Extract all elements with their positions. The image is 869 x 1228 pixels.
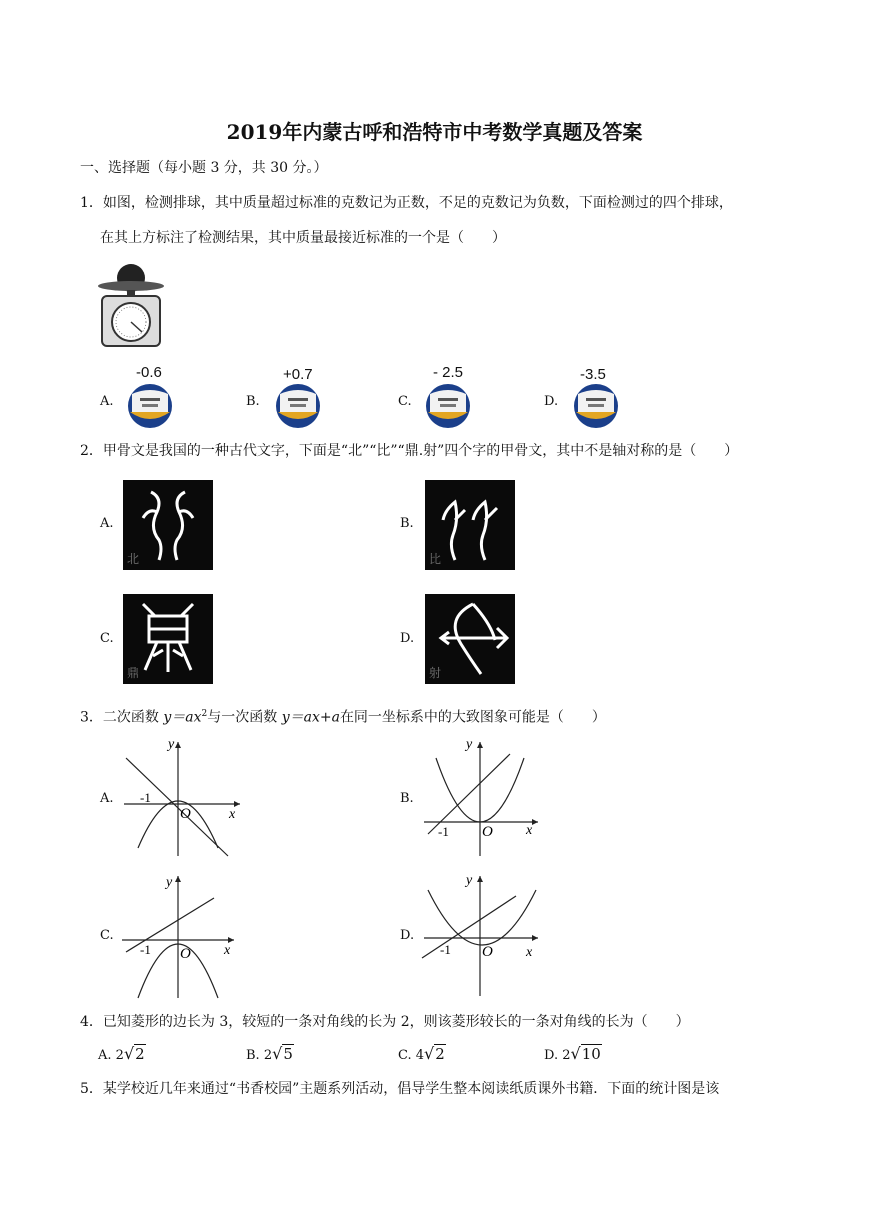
q3-formula-quadratic: y＝ax (163, 709, 202, 726)
q1-option-b-value: +0.7 (283, 366, 313, 383)
volleyball-b (270, 382, 326, 430)
q4-option-a (98, 1044, 146, 1063)
sqrt-icon: √ (123, 1044, 135, 1063)
q2-text: 2．甲骨文是我国的一种古代文字，下面是“北”“比”“鼎.射”四个字的甲骨文，其中不是轴对称的是（ ） (80, 443, 739, 459)
graph-a-neg1: -1 (140, 790, 151, 805)
q2-option-a-label: A. (100, 516, 114, 531)
q4-option-a-label: A. (98, 1048, 112, 1063)
scale-illustration (96, 262, 166, 350)
oracle-she-char: 射 (429, 666, 442, 680)
q4-option-c-label: C. (398, 1048, 412, 1063)
graph-c-neg1: -1 (140, 942, 151, 957)
q3-option-d-label: D. (400, 928, 415, 943)
volleyball-a (122, 382, 178, 430)
q1-option-a-value: -0.6 (136, 364, 162, 381)
q3-option-a-label: A. (100, 791, 114, 806)
oracle-she (425, 594, 515, 684)
oracle-ding-char: 鼎 (127, 666, 140, 680)
q3-option-c-label: C. (100, 928, 114, 943)
graph-d-origin: O (482, 944, 493, 960)
q1-option-d-label: D. (544, 394, 559, 409)
oracle-bi (425, 480, 515, 570)
q4-option-d-radicand: 10 (581, 1045, 601, 1063)
graph-c-y-label: y (166, 875, 173, 890)
q3-text-a: 3．二次函数 (80, 709, 164, 726)
sqrt-icon: √ (570, 1044, 581, 1063)
q1-option-c-value: - 2.5 (433, 364, 464, 381)
q4-option-c-coef: 4 (415, 1048, 425, 1063)
q1-option-c-label: C. (398, 394, 412, 409)
q4-option-b-label: B. (246, 1048, 260, 1063)
q4-option-d-coef: 2 (562, 1048, 571, 1063)
graph-c-x-label: x (224, 943, 231, 958)
graph-a-origin: O (180, 806, 191, 822)
graph-c (118, 870, 248, 1000)
q4-option-b (246, 1044, 294, 1063)
q3-text-c: 在同一坐标系中的大致图象可能是（ ） (339, 709, 606, 726)
graph-d (420, 870, 550, 1000)
graph-b-neg1: -1 (438, 824, 449, 839)
graph-a-y-label: y (168, 737, 175, 752)
volleyball-c (420, 382, 476, 430)
q1-option-b-label: B. (246, 394, 260, 409)
q4-option-d (544, 1044, 602, 1063)
graph-b (420, 736, 550, 860)
sqrt-icon: √ (272, 1044, 283, 1063)
q4-option-a-radicand: 2 (135, 1045, 145, 1063)
q5-text: 5．某学校近几年来通过“书香校园”主题系列活动，倡导学生整本阅读纸质课外书籍．下面的统计图是该 (80, 1081, 720, 1097)
q4-option-c (398, 1044, 446, 1063)
graph-d-x-label: x (526, 945, 533, 960)
graph-a (118, 736, 248, 858)
volleyball-d (568, 382, 624, 430)
q1-option-a-label: A. (100, 394, 114, 409)
graph-b-y-label: y (466, 737, 473, 752)
sqrt-icon: √ (424, 1044, 435, 1063)
page-title: 2019年内蒙古呼和浩特市中考数学真题及答案 (226, 120, 643, 144)
q2-option-b-label: B. (400, 516, 414, 531)
section-header: 一、选择题（每小题 3 分，共 30 分。） (80, 160, 328, 176)
graph-d-y-label: y (466, 873, 473, 888)
q4-option-b-coef: 2 (263, 1048, 273, 1063)
q1-option-d-value: -3.5 (580, 366, 606, 383)
q3-text (80, 704, 606, 728)
oracle-ding (123, 594, 213, 684)
oracle-bi-char: 比 (429, 552, 442, 566)
graph-b-x-label: x (526, 823, 533, 838)
q3-formula-exponent: 2 (201, 709, 208, 719)
q2-option-d-label: D. (400, 631, 415, 646)
q1-line2: 在其上方标注了检测结果，其中质量最接近标准的一个是（ ） (100, 230, 506, 246)
q4-option-d-label: D. (544, 1048, 559, 1063)
graph-c-origin: O (180, 946, 191, 962)
graph-a-x-label: x (229, 807, 236, 822)
graph-b-origin: O (482, 824, 493, 840)
oracle-bei-char: 北 (127, 552, 140, 566)
q1-line1: 1．如图，检测排球，其中质量超过标准的克数记为正数，不足的克数记为负数，下面检测过的四个排球， (80, 195, 733, 211)
graph-d-neg1: -1 (440, 942, 451, 957)
q4-text: 4．已知菱形的边长为 3，较短的一条对角线的长为 2，则该菱形较长的一条对角线的长为（ ） (80, 1014, 690, 1030)
oracle-bei (123, 480, 213, 570)
q3-formula-linear: y＝ax+a (281, 709, 340, 726)
q4-option-a-coef: 2 (115, 1048, 124, 1063)
q3-text-b: 与一次函数 (207, 709, 282, 726)
q4-option-c-radicand: 2 (435, 1045, 445, 1063)
q4-option-b-radicand: 5 (283, 1045, 293, 1063)
q3-option-b-label: B. (400, 791, 414, 806)
q2-option-c-label: C. (100, 631, 114, 646)
